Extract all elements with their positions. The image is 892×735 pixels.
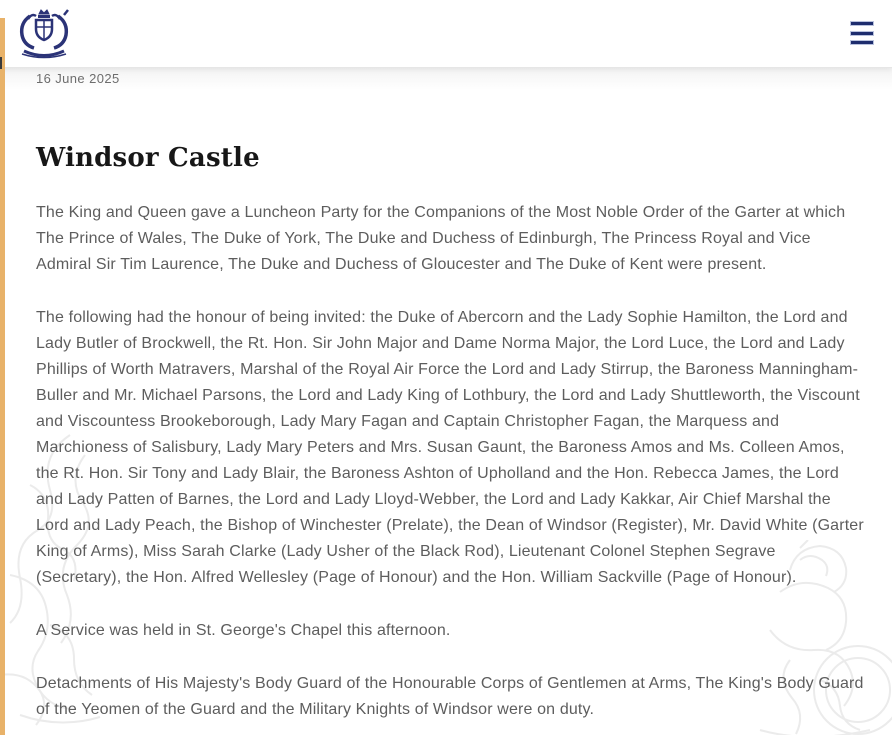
entry-date: 16 June 2025: [36, 71, 120, 86]
hamburger-menu-icon[interactable]: [850, 21, 876, 45]
menu-bar: [850, 31, 874, 36]
menu-bar: [850, 40, 874, 45]
subheader-band: [0, 68, 892, 94]
left-edge-notch: [0, 57, 2, 69]
paragraph-luncheon: The King and Queen gave a Luncheon Party for the Companions of the Most Noble Order of the Garter at which The Prince of Wales, The Duke of York, The Duke and Duchess of Edinburgh, The Princess Royal and Vice Admiral Sir Tim Laurence, The Duke and Duchess of Gloucester and The Duke of Kent were present.: [36, 204, 846, 273]
paragraph-service: A Service was held in St. George's Chapel this afternoon.: [36, 622, 451, 639]
court-circular-article: [0, 94, 892, 723]
page-title: Windsor Castle: [36, 143, 260, 173]
menu-bar: [850, 21, 874, 26]
paragraph-guest-list: The following had the honour of being invited: the Duke of Abercorn and the Lady Sophie Hamilton, the Lord and Lady Butler of Brockwell, the Rt. Hon. Sir John Major and Dame Norma Major, the Lord Luce, the Lord and Lady Phillips of Worth Matravers, Marshal of the Royal Air Force the Lord and Lady Stirrup, the Baroness Manningham-Buller and Mr. Michael Parsons, the Lord and Lady King of Lothbury, the Lord and Lady Shuttleworth, the Viscount and Viscountess Brookeborough, Lady Mary Fagan and Captain Christopher Fagan, the Marquess and Marchioness of Salisbury, Lady Mary Peters and Mrs. Susan Gaunt, the Baroness Amos and Ms. Colleen Amos, the Rt. Hon. Sir Tony and Lady Blair, the Baroness Ashton of Upholland and the Hon. Rebecca James, the Lord and Lady Patten of Barnes, the Lord and Lady Lloyd-Webber, the Lord and Lady Kakkar, Air Chief Marshal the Lord and Lady Peach, the Bishop of Winchester (Prelate), the Dean of Windsor (Register), Mr. David White (Garter King of Arms), Miss Sarah Clarke (Lady Usher of the Black Rod), Lieutenant Colonel Stephen Segrave (Secretary), the Hon. Alfred Wellesley (Page of Honour) and the Hon. William Sackville (Page of Honour).: [36, 309, 864, 586]
site-header: [0, 0, 892, 68]
royal-coat-of-arms-logo[interactable]: [14, 7, 74, 59]
paragraph-detachments: Detachments of His Majesty's Body Guard of the Honourable Corps of Gentlemen at Arms, The King's Body Guard of the Yeomen of the Guard and the Military Knights of Windsor were on duty.: [36, 675, 864, 718]
left-edge-strip: [0, 18, 5, 735]
